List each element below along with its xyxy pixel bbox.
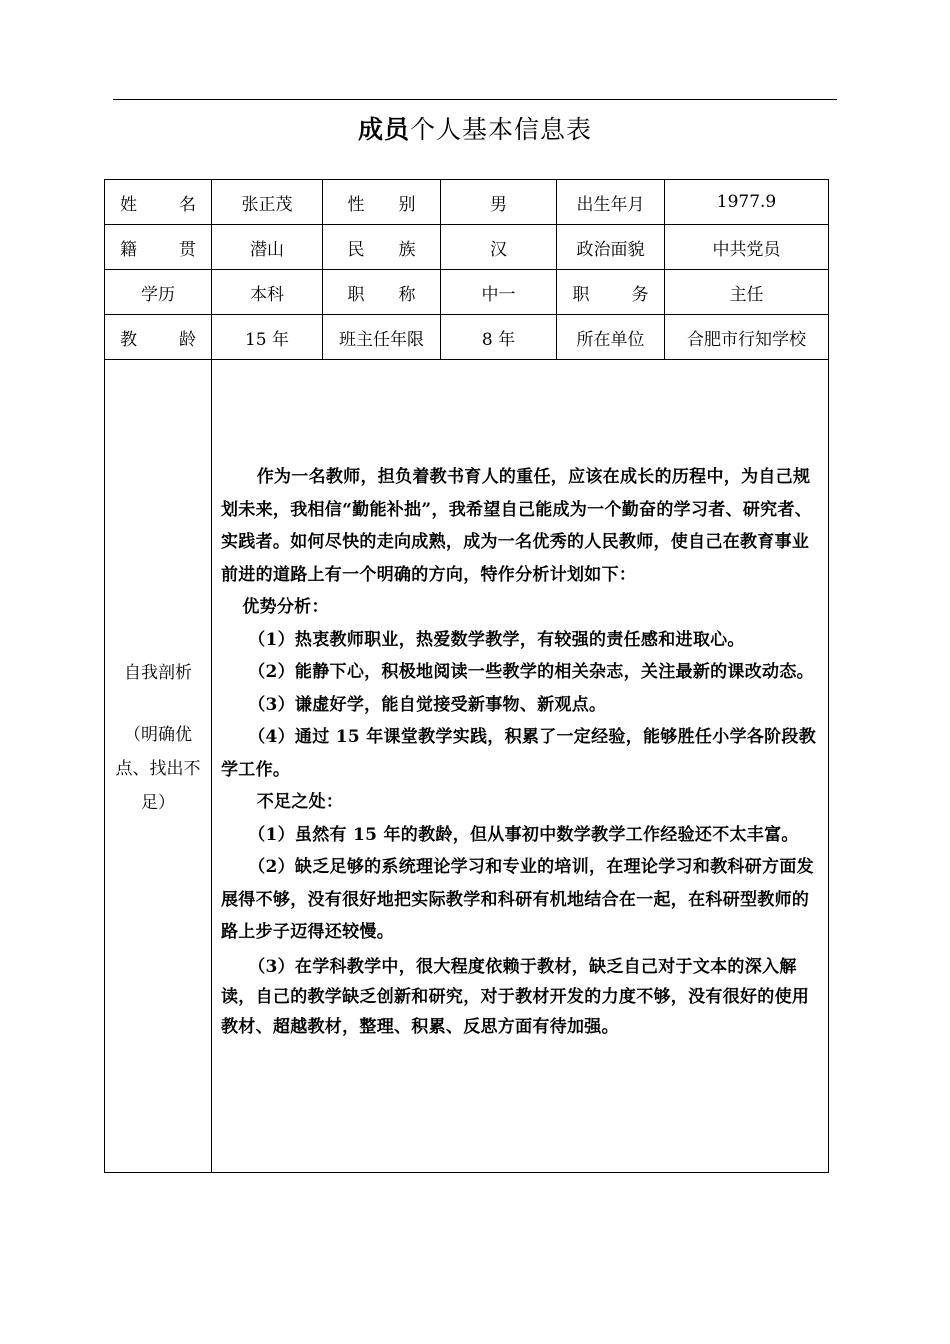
value-ethnicity: 汉: [441, 225, 557, 270]
label-education: 学历: [105, 270, 212, 315]
weaknesses-heading: 不足之处：: [256, 792, 344, 812]
value-birth: 1977.9: [665, 180, 829, 225]
value-political: 中共党员: [665, 225, 829, 270]
label-teaching-years: 教 龄: [105, 315, 212, 360]
intro-paragraph: 作为一名教师，担负着教书育人的重任，应该在成长的历程中，为自己规划未来，我相信“勤能补拙”，我希望自己能成为一个勤奋的学习者、研究者、实践者。如何尽快的走向成熟，成为一名优秀的人民教师，使自己在教育事业前进的道路上有一个明确的方向，特作分析计划如下：: [221, 467, 813, 585]
strengths-heading: 优势分析：: [242, 597, 329, 617]
self-analysis-content: [212, 360, 829, 1173]
label-gender: 性 别: [323, 180, 441, 225]
value-teaching-years: 15 年: [212, 315, 323, 360]
value-gender: 男: [441, 180, 557, 225]
label-workplace: 所在单位: [557, 315, 665, 360]
value-title: 中一: [441, 270, 557, 315]
self-analysis-label: 自我剖析: [124, 663, 192, 683]
table-row: [105, 180, 829, 225]
value-workplace: 合肥市行知学校: [665, 315, 829, 360]
value-name: 张正茂: [212, 180, 323, 225]
label-name: 姓 名: [105, 180, 212, 225]
title-rest-part: 个人基本信息表: [410, 115, 593, 144]
strength-item: （3）谦虚好学，能自觉接受新事物、新观点。: [248, 694, 607, 715]
label-position: 职 务: [557, 270, 665, 315]
value-native-place: 潜山: [212, 225, 323, 270]
header-rule: [113, 99, 837, 100]
weakness-item: （1）虽然有 15 年的教龄，但从事初中数学教学工作经验还不太丰富。: [248, 824, 799, 845]
info-table: [104, 179, 829, 1173]
label-head-teacher-years: 班主任年限: [323, 315, 441, 360]
value-head-teacher-years: 8 年: [441, 315, 557, 360]
page-title: [0, 112, 950, 148]
strength-item: （2）能静下心，积极地阅读一些教学的相关杂志，关注最新的课改动态。: [248, 662, 814, 682]
table-row-self-analysis: [105, 360, 829, 1173]
label-ethnicity: 民 族: [323, 225, 441, 270]
table-row: [105, 315, 829, 360]
label-birth: 出生年月: [557, 180, 665, 225]
value-education: 本科: [212, 270, 323, 315]
self-analysis-sublabel: （明确优点、找出不足）: [115, 725, 201, 813]
title-bold-part: 成员: [357, 115, 410, 144]
value-position: 主任: [665, 270, 829, 315]
strength-item: （4）通过 15 年课堂教学实践，积累了一定经验，能够胜任小学各阶段教学工作。: [221, 727, 817, 780]
weakness-item: （2）缺乏足够的系统理论学习和专业的培训，在理论学习和教科研方面发展得不够，没有很好地把实际教学和科研有机地结合在一起，在科研型教师的路上步子迈得还较慢。: [221, 857, 814, 942]
table-row: [105, 225, 829, 270]
table-row: [105, 270, 829, 315]
label-political: 政治面貌: [557, 225, 665, 270]
label-title: 职 称: [323, 270, 441, 315]
label-native-place: 籍 贯: [105, 225, 212, 270]
self-analysis-label-cell: [105, 360, 212, 1173]
weakness-item: （3）在学科教学中，很大程度依赖于教材，缺乏自己对于文本的深入解读，自己的教学缺乏创新和研究，对于教材开发的力度不够，没有很好的使用教材、超越教材，整理、积累、反思方面有待加强。: [221, 956, 810, 1037]
strength-item: （1）热衷教师职业，热爱数学教学，有较强的责任感和进取心。: [248, 629, 745, 650]
